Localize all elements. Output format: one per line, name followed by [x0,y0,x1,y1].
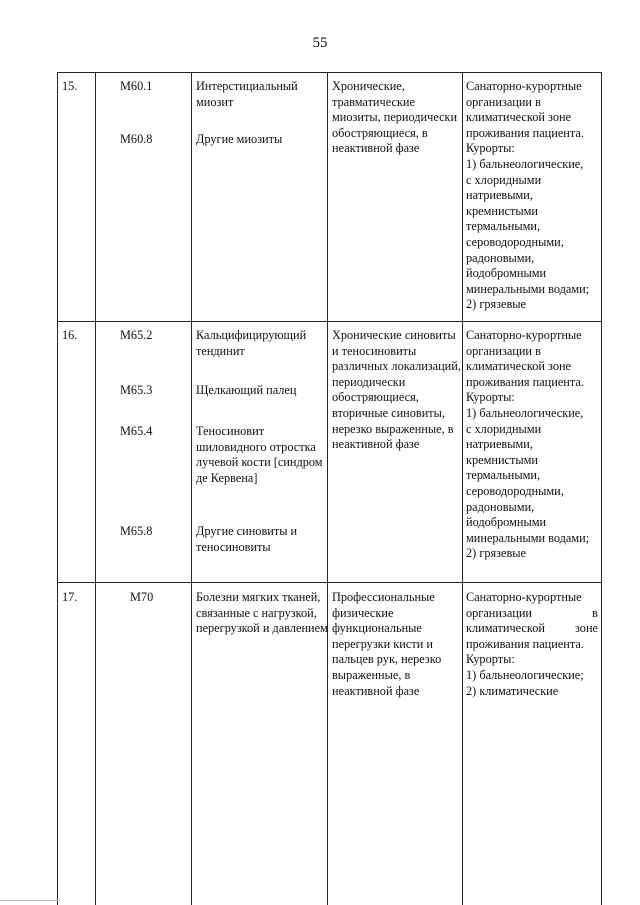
treatment-text [466,328,598,562]
column-divider [95,72,96,905]
treatment-line: Курорты: [466,390,515,405]
column-divider [191,72,192,905]
treatment-line: Курорты: [466,141,515,156]
treatment-line: проживания пациента. [466,636,584,651]
treatment-line: организации в [466,605,598,620]
table-row-border [58,72,601,73]
treatment-line: натриевыми, [466,188,533,203]
treatment-line: Санаторно-курортные [466,79,582,93]
indications-text: Хронические, травматические миозиты, периодически обостряющиеся, в неактивной фазе [332,79,458,156]
treatment-line: кремнистыми [466,452,538,467]
treatment-line: натриевыми, [466,437,533,452]
icd-code: M70 [130,590,154,604]
treatment-line: сероводородными, [466,483,564,498]
treatment-line: радоновыми, [466,250,535,265]
treatment-line: с хлоридными [466,421,542,436]
indications-text: Профессиональные физические функциональные перегрузки кисти и пальцев рук, нерезко выраженные, в неактивной фазе [332,590,442,698]
table-row-border [58,321,601,322]
icd-code: M65.2 [120,328,153,342]
treatment-line: термальными, [466,468,541,483]
diagnosis-name: Теносиновит шиловидного отростка лучевой кости [синдром де Кервена] [196,424,323,485]
footer-rule [0,900,60,901]
treatment-line: с хлоридными [466,172,542,187]
treatment-line: кремнистыми [466,203,538,218]
treatment-line: 1) бальнеологические; [466,667,584,682]
treatment-line: йодобромными [466,266,547,281]
treatment-line: климатической зоне [466,359,572,374]
column-divider [462,72,463,905]
treatment-line: 2) климатические [466,683,559,698]
treatment-line: минеральными водами; [466,530,590,545]
treatment-line: 1) бальнеологические, [466,405,584,420]
diagnosis-name: Другие синовиты и теносиновиты [196,524,298,554]
treatment-line: Санаторно-курортные [466,328,582,342]
treatment-text [466,590,598,699]
row-number: 17. [62,590,78,604]
treatment-line: 2) грязевые [466,297,527,312]
treatment-line: проживания пациента. [466,374,584,389]
treatment-text [466,79,598,313]
diagnosis-name: Другие миозиты [196,132,283,146]
diagnosis-name: Щелкающий палец [196,383,297,397]
treatment-line: минеральными водами; [466,281,590,296]
treatment-line: климатической зоне [466,621,598,636]
diagnosis-table [57,72,602,905]
treatment-line: радоновыми, [466,499,535,514]
table-row-border [58,582,601,583]
icd-code: M65.8 [120,524,153,538]
treatment-line: организации в [466,343,541,358]
indications-text: Хронические синовиты и теносиновиты различных локализаций, периодически обостряющиеся, вторичные синовиты, нерезко выраженные, в неактивной фазе [332,328,461,452]
treatment-line: термальными, [466,219,541,234]
treatment-line: 2) грязевые [466,546,527,561]
row-number: 15. [62,79,78,93]
treatment-line: организации в [466,94,541,109]
icd-code: M65.4 [120,424,153,438]
diagnosis-name: Кальцифицирующий тендинит [196,328,307,358]
icd-code: M65.3 [120,383,153,397]
treatment-line: климатической зоне [466,110,572,125]
icd-code: M60.1 [120,79,153,93]
treatment-line: 1) бальнеологические, [466,156,584,171]
treatment-line: Курорты: [466,652,515,667]
column-divider [327,72,328,905]
diagnosis-name: Интерстициальный миозит [196,79,298,109]
icd-code: M60.8 [120,132,153,146]
row-number: 16. [62,328,78,342]
treatment-line: Санаторно-курортные [466,590,582,604]
page-number: 55 [312,35,328,51]
diagnosis-name: Болезни мягких тканей, связанные с нагрузкой, перегрузкой и давлением [196,590,328,636]
treatment-line: проживания пациента. [466,125,584,140]
treatment-line: сероводородными, [466,234,564,249]
treatment-line: йодобромными [466,515,547,530]
